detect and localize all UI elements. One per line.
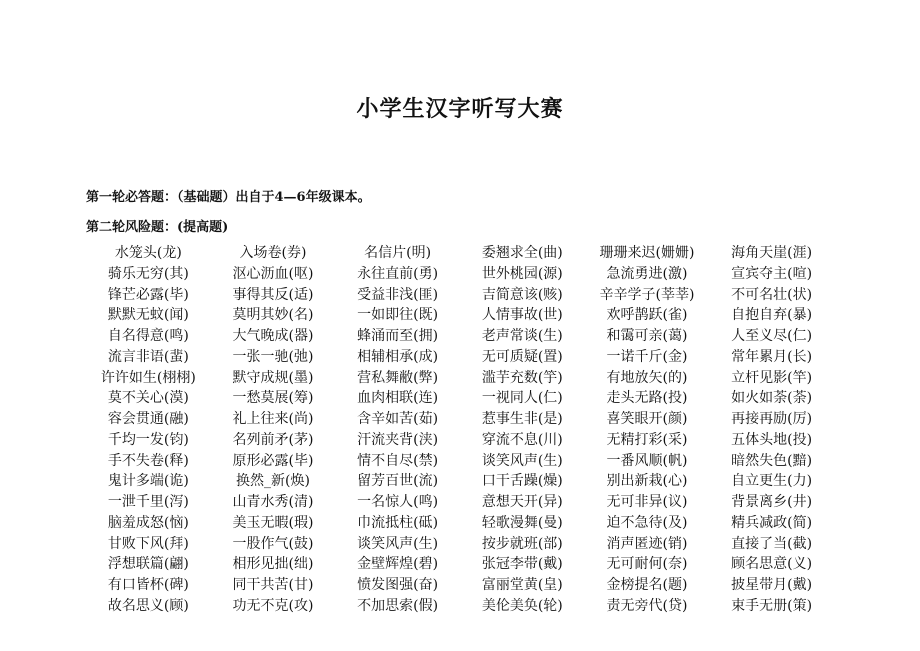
word-cell: 欢呼鹊跃(雀)	[606, 307, 688, 324]
word-cell: 自抱自弃(暴)	[731, 307, 813, 324]
word-cell: 穿流不息(川)	[481, 431, 563, 448]
word-grid	[86, 243, 834, 617]
word-cell: 背景离乡(井)	[731, 494, 813, 510]
word-cell: 一名惊人(鸣)	[357, 494, 439, 510]
word-cell: 一股作气(鼓)	[232, 535, 314, 552]
word-cell: 脑羞成怒(恼)	[107, 514, 189, 531]
word-cell: 莫明其妙(名)	[232, 307, 314, 324]
word-row	[86, 388, 834, 409]
word-cell: 锋芒必露(毕)	[107, 286, 189, 303]
word-cell: 默守成规(墨)	[232, 369, 314, 386]
word-cell: 巾流抵柱(砥)	[357, 514, 439, 531]
word-cell: 珊珊来迟(姗姗)	[599, 245, 695, 261]
word-row	[86, 492, 834, 513]
word-cell: 海角天崖(涯)	[731, 245, 813, 261]
word-cell: 水笼头(龙)	[114, 245, 182, 261]
word-cell: 老声常谈(生)	[481, 328, 563, 344]
word-cell: 受益非浅(匪)	[357, 286, 439, 303]
word-cell: 骑乐无穷(其)	[107, 265, 189, 282]
word-cell: 意想天开(异)	[481, 494, 563, 510]
word-cell: 宣宾夺主(喧)	[731, 265, 813, 282]
word-cell: 走头无路(投)	[606, 390, 688, 407]
word-cell: 急流勇进(激)	[606, 265, 688, 282]
word-cell: 吉简意该(赅)	[481, 286, 563, 303]
word-row	[86, 264, 834, 285]
word-cell: 口干舌躁(燥)	[481, 473, 563, 490]
word-cell: 不加思索(假)	[357, 597, 439, 614]
word-cell: 精兵减政(简)	[731, 514, 813, 531]
word-cell: 默默无蚊(闻)	[107, 307, 189, 324]
word-cell: 入场卷(券)	[239, 245, 307, 261]
word-row	[86, 534, 834, 555]
word-cell: 暗然失色(黯)	[731, 452, 813, 469]
word-cell: 礼上往来(尚)	[232, 411, 314, 427]
word-cell: 再接再励(厉)	[731, 411, 813, 427]
word-cell: 一张一驰(弛)	[232, 348, 314, 365]
word-cell: 美伦美奂(轮)	[481, 597, 563, 614]
word-row	[86, 409, 834, 430]
word-cell: 鬼计多端(诡)	[107, 473, 189, 490]
word-cell: 浮想联篇(翩)	[107, 556, 189, 573]
word-cell: 束手无册(策)	[731, 597, 813, 614]
round-two-heading: 第二轮风险题：(提高题)	[86, 220, 229, 235]
word-row	[86, 326, 834, 347]
word-cell: 别出新栽(心)	[606, 473, 688, 490]
word-cell: 情不自尽(禁)	[357, 452, 439, 469]
word-cell: 五体头地(投)	[731, 431, 813, 448]
word-cell: 一泄千里(泻)	[107, 494, 189, 510]
word-cell: 滥芋充数(竽)	[481, 369, 563, 386]
word-cell: 无可非异(议)	[606, 494, 688, 510]
word-row	[86, 575, 834, 596]
word-cell: 名信片(明)	[364, 245, 432, 261]
word-row	[86, 347, 834, 368]
word-cell: 直接了当(截)	[731, 535, 813, 552]
word-cell: 谈笑风声(生)	[481, 452, 563, 469]
word-row	[86, 305, 834, 326]
word-cell: 无可质疑(置)	[481, 348, 563, 365]
word-cell: 甘败下风(拜)	[107, 535, 189, 552]
word-cell: 一诺千斤(金)	[606, 348, 688, 365]
word-cell: 一视同人(仁)	[481, 390, 563, 407]
word-cell: 顾名思意(义)	[731, 556, 813, 573]
word-cell: 喜笑眼开(颜)	[606, 411, 688, 427]
word-cell: 蜂涌而至(拥)	[357, 328, 439, 344]
word-cell: 有地放矢(的)	[606, 369, 688, 386]
word-cell: 相辅相承(成)	[357, 348, 439, 365]
word-cell: 原形必露(毕)	[232, 452, 314, 469]
word-cell: 永往直前(勇)	[357, 265, 439, 282]
word-cell: 相形见拙(绌)	[232, 556, 314, 573]
word-cell: 一愁莫展(筹)	[232, 390, 314, 407]
word-cell: 和霭可亲(蔼)	[606, 328, 688, 344]
word-cell: 同干共苦(甘)	[232, 577, 314, 593]
word-cell: 一番风顺(帆)	[606, 452, 688, 469]
word-cell: 人至义尽(仁)	[731, 328, 813, 344]
word-cell: 莫不关心(漠)	[107, 390, 189, 407]
word-cell: 富丽堂黄(皇)	[481, 577, 563, 593]
word-cell: 手不失卷(释)	[107, 452, 189, 469]
word-cell: 张冠李带(戴)	[481, 556, 563, 573]
word-row	[86, 554, 834, 575]
word-cell: 人情事故(世)	[481, 307, 563, 324]
word-cell: 留芳百世(流)	[357, 473, 439, 490]
word-cell: 营私舞敝(弊)	[357, 369, 439, 386]
word-cell: 故名思义(顾)	[107, 597, 189, 614]
word-cell: 金榜提名(题)	[606, 577, 688, 593]
word-cell: 汗流夹背(浃)	[357, 431, 439, 448]
word-cell: 消声匿迹(销)	[606, 535, 688, 552]
word-cell: 山青水秀(清)	[232, 494, 314, 510]
word-cell: 常年累月(长)	[731, 348, 813, 365]
word-cell: 辛辛学子(莘莘)	[599, 286, 695, 303]
word-cell: 容会贯通(融)	[107, 411, 189, 427]
word-cell: 披星带月(戴)	[731, 577, 813, 593]
word-cell: 大气晚成(器)	[232, 328, 314, 344]
word-cell: 世外桃园(源)	[481, 265, 563, 282]
word-cell: 立杆见影(竿)	[731, 369, 813, 386]
word-cell: 沤心沥血(呕)	[232, 265, 314, 282]
word-row	[86, 451, 834, 472]
word-cell: 愤发图强(奋)	[357, 577, 439, 593]
word-cell: 委翘求全(曲)	[481, 245, 563, 261]
page-title: 小学生汉字听写大赛	[356, 96, 564, 122]
word-cell: 美玉无暇(瑕)	[232, 514, 314, 531]
word-cell: 不可名壮(状)	[731, 286, 813, 303]
word-cell: 事得其反(适)	[232, 286, 314, 303]
word-row	[86, 430, 834, 451]
word-cell: 责无旁代(贷)	[606, 597, 688, 614]
word-cell: 如火如荼(荼)	[731, 390, 813, 407]
word-cell: 一如即往(既)	[357, 307, 439, 324]
word-cell: 许许如生(栩栩)	[100, 369, 196, 386]
word-row	[86, 285, 834, 306]
word-row	[86, 513, 834, 534]
word-row	[86, 471, 834, 492]
word-cell: 自立更生(力)	[731, 473, 813, 490]
word-cell: 轻歌漫舞(曼)	[481, 514, 563, 531]
word-cell: 无精打彩(采)	[606, 431, 688, 448]
word-cell: 自名得意(鸣)	[107, 328, 189, 344]
word-cell: 千均一发(钧)	[107, 431, 189, 448]
word-cell: 无可耐何(奈)	[606, 556, 688, 573]
word-cell: 按步就班(部)	[481, 535, 563, 552]
word-cell: 换然_新(焕)	[236, 473, 310, 490]
word-cell: 名列前矛(茅)	[232, 431, 314, 448]
word-cell: 血肉相联(连)	[357, 390, 439, 407]
word-cell: 流言非语(蜚)	[107, 348, 189, 365]
word-cell: 谈笑风声(生)	[357, 535, 439, 552]
word-cell: 功无不克(攻)	[232, 597, 314, 614]
word-cell: 有口皆杯(碑)	[107, 577, 189, 593]
word-row	[86, 243, 834, 264]
word-cell: 惹事生非(是)	[481, 411, 563, 427]
word-cell: 迫不急待(及)	[606, 514, 688, 531]
round-one-heading: 第一轮必答题：（基础题）出自于4—6年级课本。	[86, 190, 371, 205]
word-row	[86, 368, 834, 389]
word-cell: 含辛如苦(茹)	[357, 411, 439, 427]
word-cell: 金壁辉煌(碧)	[357, 556, 439, 573]
word-row	[86, 596, 834, 617]
